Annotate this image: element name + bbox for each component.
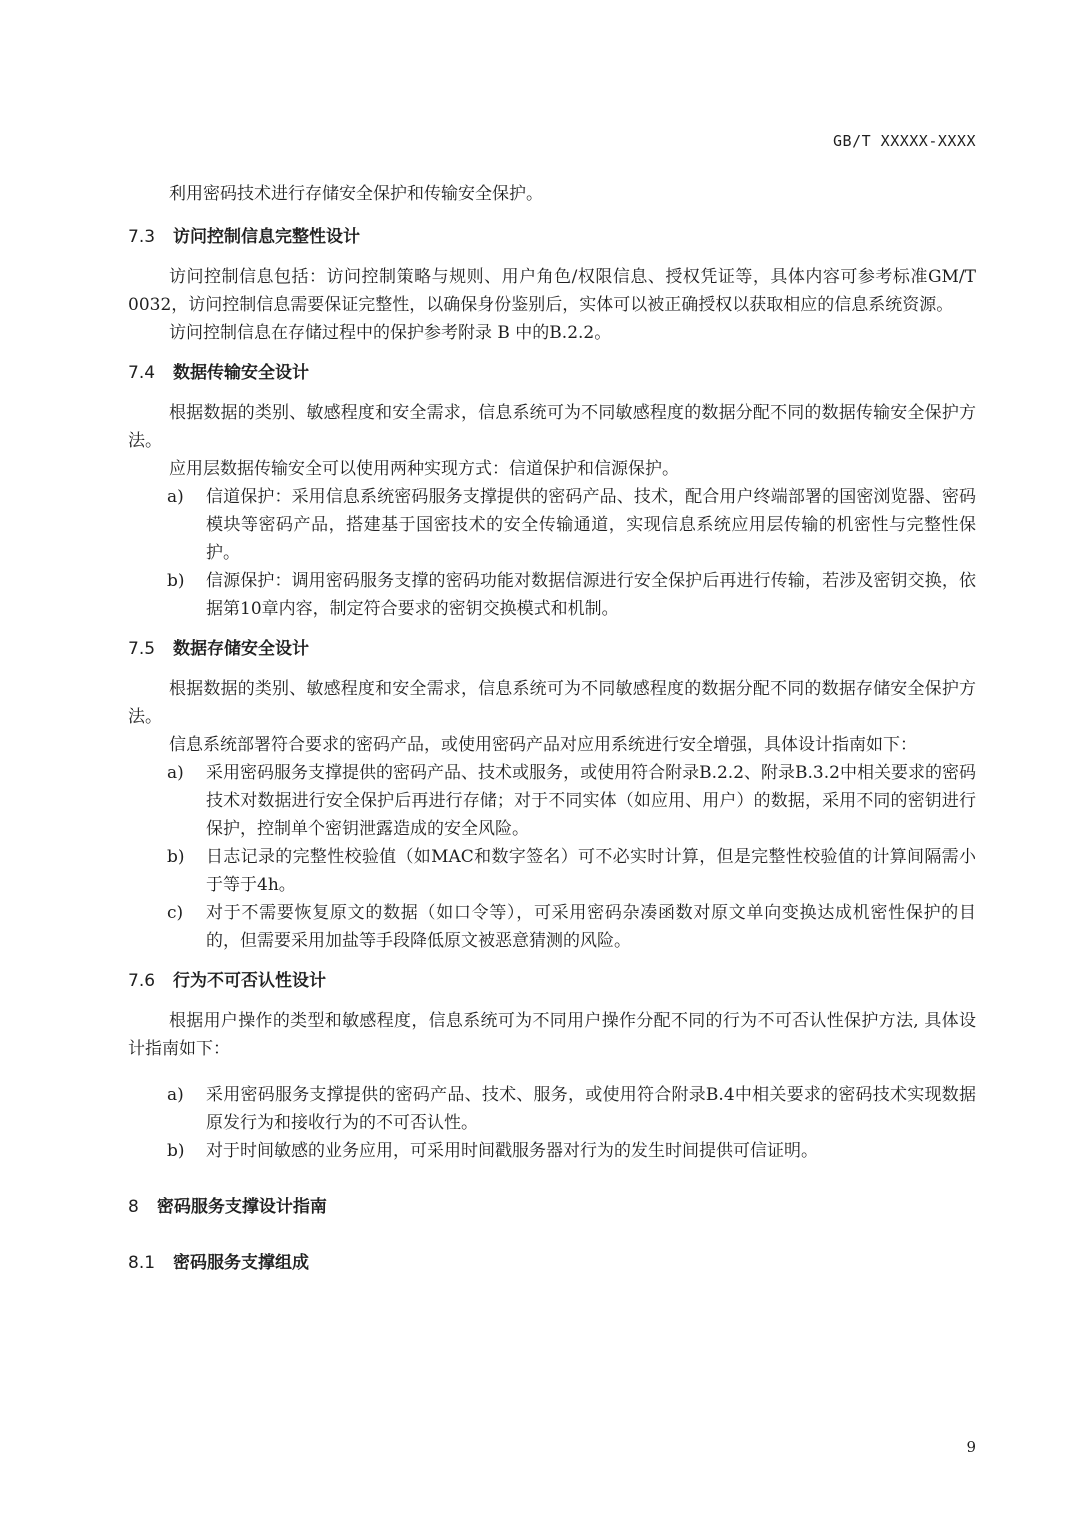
section-number: 7.5 — [128, 639, 156, 659]
paragraph: 根据用户操作的类型和敏感程度，信息系统可为不同用户操作分配不同的行为不可否认性保护方法, 具体设计指南如下： — [128, 1011, 976, 1059]
list-item — [128, 899, 976, 955]
spacer — [128, 1063, 976, 1081]
section-title: 数据存储安全设计 — [173, 639, 310, 659]
paragraph: 根据数据的类别、敏感程度和安全需求，信息系统可为不同敏感程度的数据分配不同的数据传输安全保护方法。 — [128, 403, 976, 451]
section-title: 行为不可否认性设计 — [173, 971, 327, 991]
list-item-label: a) — [167, 1085, 184, 1105]
list-item — [128, 1137, 976, 1165]
paragraph: 应用层数据传输安全可以使用两种实现方式：信道保护和信源保护。 — [169, 459, 679, 479]
list-item-label: c) — [167, 903, 184, 923]
paragraph: 访问控制信息在存储过程中的保护参考附录 B 中的B.2.2。 — [169, 323, 612, 343]
section-number: 7.4 — [128, 363, 156, 383]
section-number: 7.6 — [128, 971, 156, 991]
document-id-header: GB/T XXXXX-XXXX — [833, 132, 976, 150]
list-item-text: 采用密码服务支撑提供的密码产品、技术、服务，或使用符合附录B.4中相关要求的密码技术实现数据原发行为和接收行为的不可否认性。 — [206, 1085, 976, 1133]
list-item-label: b) — [167, 1141, 185, 1161]
chapter-8-heading — [128, 1193, 976, 1221]
section-7-4-heading — [128, 359, 976, 387]
section-title: 访问控制信息完整性设计 — [173, 227, 361, 247]
list-item-label: b) — [167, 571, 185, 591]
list-item-label: a) — [167, 487, 184, 507]
list-item — [128, 1081, 976, 1137]
section-number: 8.1 — [128, 1253, 156, 1273]
list-item-text: 信源保护：调用密码服务支撑的密码功能对数据信源进行安全保护后再进行传输，若涉及密钥交换，依据第10章内容，制定符合要求的密钥交换模式和机制。 — [206, 571, 976, 619]
section-7-6-heading — [128, 967, 976, 995]
list-item — [128, 483, 976, 567]
chapter-number: 8 — [128, 1197, 139, 1217]
paragraph: 访问控制信息包括：访问控制策略与规则、用户角色/权限信息、授权凭证等，具体内容可参考标准GM/T 0032，访问控制信息需要保证完整性，以确保身份鉴别后，实体可以被正确授权以获取相应的信息系统资源。 — [128, 267, 993, 315]
section-7-5-heading — [128, 635, 976, 663]
list-item-text: 对于时间敏感的业务应用，可采用时间戳服务器对行为的发生时间提供可信证明。 — [206, 1141, 818, 1161]
section-8-1-heading — [128, 1249, 976, 1277]
list-item-text: 对于不需要恢复原文的数据（如口令等），可采用密码杂凑函数对原文单向变换达成机密性保护的目的，但需要采用加盐等手段降低原文被恶意猜测的风险。 — [206, 903, 976, 951]
section-title: 密码服务支撑组成 — [173, 1253, 310, 1273]
list-item — [128, 759, 976, 843]
section-number: 7.3 — [128, 227, 156, 247]
chapter-title: 密码服务支撑设计指南 — [156, 1197, 327, 1217]
paragraph: 根据数据的类别、敏感程度和安全需求，信息系统可为不同敏感程度的数据分配不同的数据存储安全保护方法。 — [128, 679, 976, 727]
lead-paragraph: 利用密码技术进行存储安全保护和传输安全保护。 — [169, 184, 543, 204]
page-content — [128, 180, 993, 1277]
list-item-text: 采用密码服务支撑提供的密码产品、技术或服务，或使用符合附录B.2.2、附录B.3.2中相关要求的密码技术对数据进行安全保护后再进行存储；对于不同实体（如应用、用户）的数据，采用不同的密钥进行保护，控制单个密钥泄露造成的安全风险。 — [206, 763, 976, 839]
list-item-text: 信道保护：采用信息系统密码服务支撑提供的密码产品、技术，配合用户终端部署的国密浏览器、密码模块等密码产品，搭建基于国密技术的安全传输通道，实现信息系统应用层传输的机密性与完整性保护。 — [206, 487, 976, 563]
list-item — [128, 843, 976, 899]
paragraph: 信息系统部署符合要求的密码产品，或使用密码产品对应用系统进行安全增强，具体设计指南如下： — [169, 735, 917, 755]
list-item-label: b) — [167, 847, 185, 867]
section-7-3-heading — [128, 223, 976, 251]
list-item-label: a) — [167, 763, 184, 783]
section-title: 数据传输安全设计 — [173, 363, 310, 383]
page-number: 9 — [966, 1438, 976, 1456]
list-item — [128, 567, 976, 623]
list-item-text: 日志记录的完整性校验值（如MAC和数字签名）可不必实时计算，但是完整性校验值的计算间隔需小于等于4h。 — [206, 847, 976, 895]
